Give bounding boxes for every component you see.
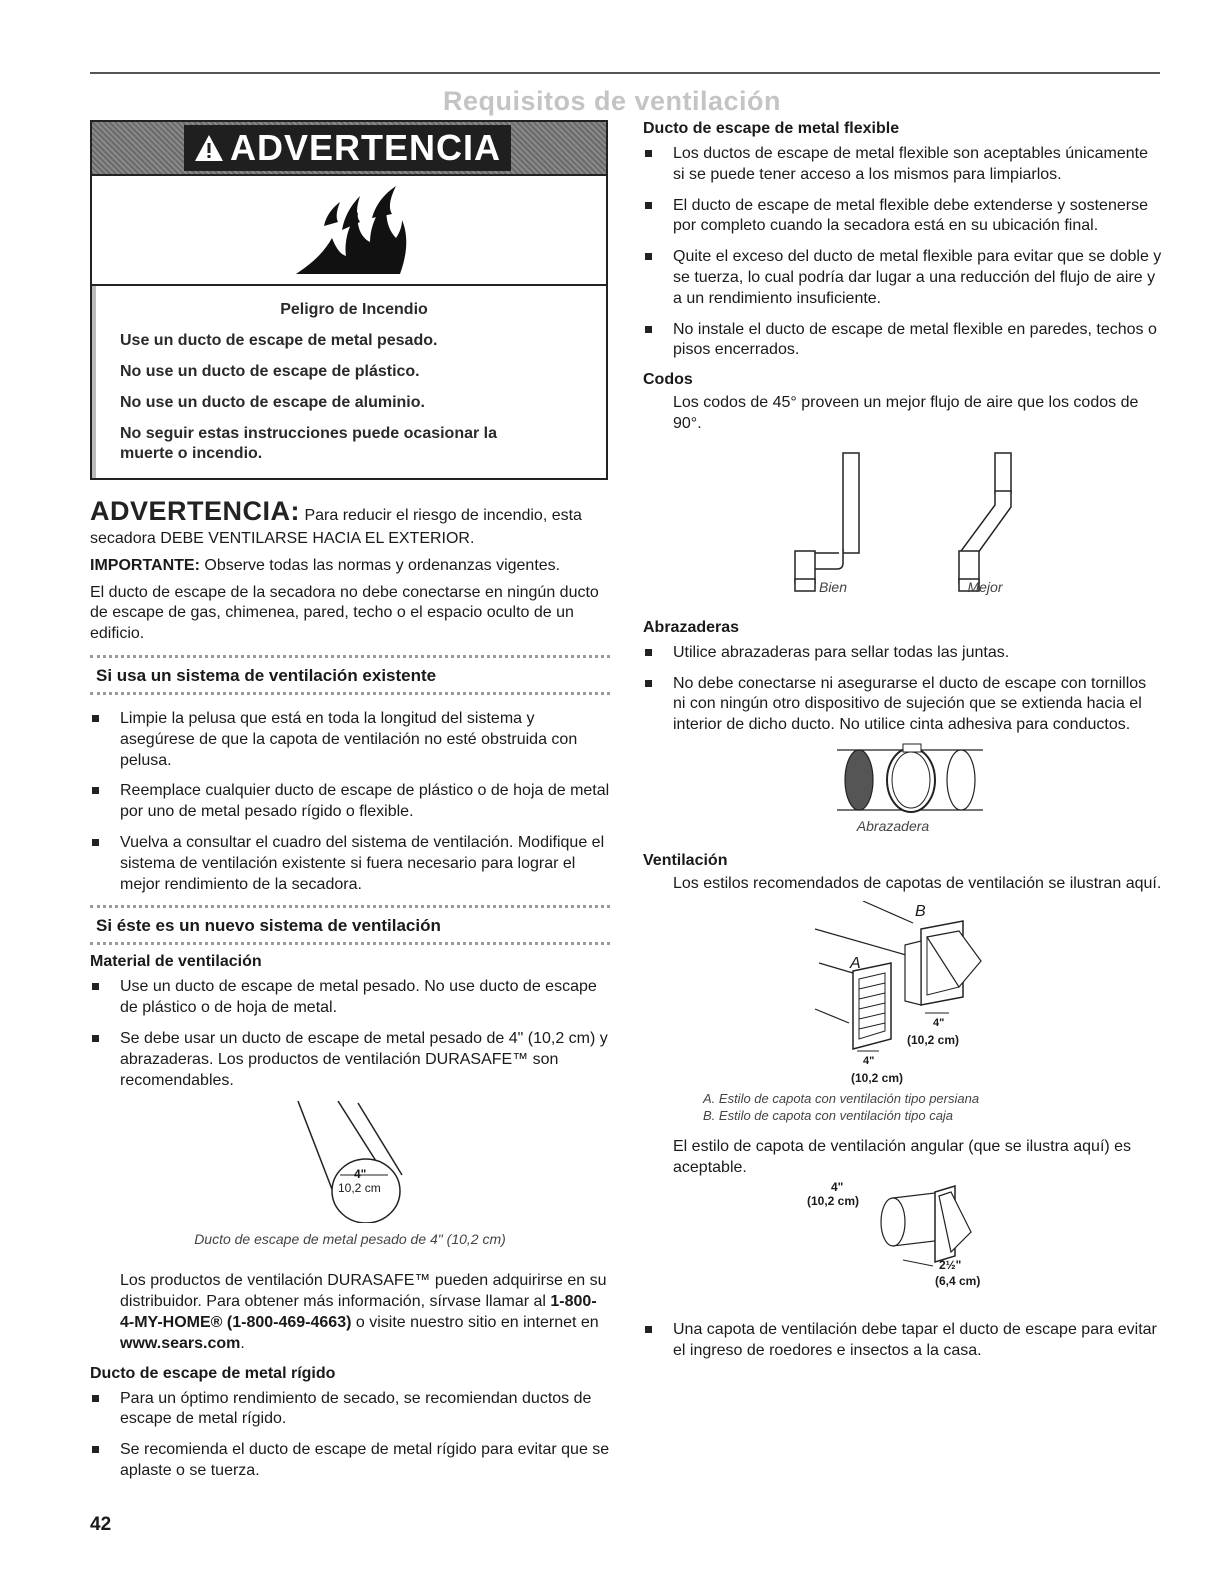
list-item: Utilice abrazaderas para sellar todas las juntas.: [643, 643, 1163, 664]
phone-number: 1-800-4-MY-HOME® (1-800-469-4663): [120, 1293, 597, 1332]
angled-hood-illustration: [643, 1182, 1163, 1304]
angled-dim-1: 4": [831, 1180, 844, 1195]
angled-hood-figure: [643, 1182, 1163, 1304]
heavy-duct-figure: [90, 1101, 610, 1223]
clamps-list: [643, 643, 1163, 736]
list-item: Los ductos de escape de metal flexible son aceptables únicamente si se puede tener acceso a los mismos para limpiarlos.: [643, 144, 1163, 186]
angled-text: El estilo de capota de ventilación angular (que se ilustra aquí) es aceptable.: [673, 1137, 1132, 1176]
flex-list: [643, 144, 1163, 361]
warning-box: [90, 120, 608, 480]
rigid-heading: Ducto de escape de metal rígido: [90, 1364, 336, 1382]
page-number: 42: [90, 1514, 112, 1535]
clamp-illustration: [643, 742, 1163, 818]
advertencia-label: ADVERTENCIA:: [90, 496, 301, 526]
important-label: IMPORTANTE:: [90, 556, 200, 574]
flex-heading: Ducto de escape de metal flexible: [643, 120, 900, 137]
top-rule: [90, 72, 1160, 74]
advertencia-text: Para reducir el riesgo de incendio, esta secadora DEBE VENTILARSE HACIA EL EXTERIOR.: [90, 507, 582, 548]
list-item: Se recomienda el ducto de escape de metal rígido para evitar que se aplaste o se tuerza.: [90, 1440, 610, 1482]
warning-title: ADVERTENCIA: [184, 125, 511, 171]
warning-line: Use un ducto de escape de metal pesado.: [120, 332, 438, 349]
website-link[interactable]: www.sears.com: [120, 1334, 241, 1352]
hood-caption-b: B. Estilo de capota con ventilación tipo caja: [703, 1107, 954, 1123]
hood-list: [643, 1320, 1163, 1362]
hood-label-a: A: [850, 954, 861, 972]
warning-line: No use un ducto de escape de plástico.: [120, 363, 420, 380]
clamps-heading: Abrazaderas: [643, 618, 740, 636]
warning-line: No use un ducto de escape de aluminio.: [120, 394, 425, 411]
hood-dim-1: 4": [933, 1016, 945, 1029]
hood-caption-a: A. Estilo de capota con ventilación tipo persiana: [703, 1090, 980, 1106]
material-heading: Material de ventilación: [90, 953, 262, 971]
list-item: Limpie la pelusa que está en toda la longitud del sistema y asegúrese de que la capota de ventilación no esté obstruida con pelusa.: [90, 709, 610, 771]
vent-text: Los estilos recomendados de capotas de ventilación se ilustran aquí.: [673, 874, 1162, 892]
warning-body: [92, 286, 606, 478]
angled-dim-2: 2½": [939, 1258, 962, 1273]
vent-heading: Ventilación: [643, 851, 728, 869]
material-list: [90, 977, 610, 1091]
warning-triangle-icon: [194, 134, 224, 162]
list-item: Una capota de ventilación debe tapar el ducto de escape para evitar el ingreso de roedores e insectos a la casa.: [643, 1320, 1163, 1362]
warning-header: [92, 122, 606, 174]
rigid-list: [90, 1389, 610, 1482]
left-column: [90, 120, 610, 1492]
hood-dim-1-cm: (10,2 cm): [907, 1032, 960, 1047]
list-item: Para un óptimo rendimiento de secado, se recomiendan ductos de escape de metal rígido.: [90, 1389, 610, 1431]
vent-hoods-illustration: [643, 901, 1163, 1091]
hood-dim-2: 4": [863, 1054, 875, 1067]
duct-dim-cm: 10,2 cm: [338, 1181, 381, 1196]
list-item: No instale el ducto de escape de metal flexible en paredes, techos o pisos encerrados.: [643, 320, 1163, 362]
list-item: Use un ducto de escape de metal pesado. No use ducto de escape de plástico o de hoja de metal.: [90, 977, 610, 1019]
advertencia-paragraph: [90, 494, 610, 550]
hood-label-b: B: [915, 902, 926, 920]
new-system-heading: Si éste es un nuevo sistema de ventilación: [90, 905, 610, 945]
angled-dim-1-cm: (10,2 cm): [807, 1194, 860, 1209]
clamp-figure: [643, 742, 1163, 818]
duct-caption: Ducto de escape de metal pesado de 4" (10,2 cm): [194, 1231, 506, 1248]
warning-line: No seguir estas instrucciones puede ocasionar la muerte o incendio.: [120, 425, 498, 462]
list-item: Se debe usar un ducto de escape de metal pesado de 4" (10,2 cm) y abrazaderas. Los productos de ventilación DURASAFE™ son recomendables.: [90, 1029, 610, 1091]
clamp-caption: Abrazadera: [856, 817, 930, 834]
connection-paragraph: El ducto de escape de la secadora no debe conectarse en ningún ducto de escape de gas, chimenea, pared, techo o el espacio oculto de un edificio.: [90, 583, 599, 643]
elbow-illustration: [643, 451, 1163, 601]
angled-dim-2-cm: (6,4 cm): [935, 1274, 981, 1289]
elbow-good-label: Bien: [818, 578, 848, 595]
list-item: No debe conectarse ni asegurarse el ducto de escape con tornillos ni con ningún otro dispositivo de sujeción que se extienda hacia el interior de dicho ducto. No utilice cinta adhesiva para conductos.: [643, 674, 1163, 736]
fire-hazard-icon: [92, 174, 606, 286]
elbows-figure: [643, 451, 1163, 611]
list-item: Reemplace cualquier ducto de escape de plástico o de hoja de metal por uno de metal pesado rígido o flexible.: [90, 781, 610, 823]
duct-dim-inches: 4": [354, 1167, 367, 1182]
existing-system-list: [90, 709, 610, 895]
elbow-better-label: Mejor: [967, 578, 1003, 595]
hood-dim-2-cm: (10,2 cm): [851, 1070, 904, 1085]
page-title: Requisitos de ventilación: [442, 86, 782, 116]
list-item: Vuelva a consultar el cuadro del sistema de ventilación. Modifique el sistema de ventilación existente si fuera necesario para lograr el mejor rendimiento de la secadora.: [90, 833, 610, 895]
important-paragraph: IMPORTANTE: Observe todas las normas y ordenanzas vigentes.: [90, 556, 561, 574]
vent-hoods-figure: [643, 901, 1163, 1091]
list-item: Quite el exceso del ducto de metal flexible para evitar que se doble y se tuerza, lo cual podría dar lugar a una reducción del flujo de aire y a un rendimiento insuficiente.: [643, 247, 1163, 309]
elbows-text: Los codos de 45° proveen un mejor flujo de aire que los codos de 90°.: [673, 394, 1139, 432]
durasafe-paragraph: Los productos de ventilación DURASAFE™ pueden adquirirse en su distribuidor. Para obtener más información, sírvase llamar al 1-800-4-MY-HOME® (1-800-469-4663) o visite nuestro sitio en internet en www.sears.com.: [120, 1272, 607, 1352]
warning-heading: Peligro de Incendio: [280, 301, 428, 318]
existing-system-heading: Si usa un sistema de ventilación existente: [90, 655, 610, 695]
right-column: [643, 120, 1163, 1372]
elbows-heading: Codos: [643, 371, 693, 389]
duct-illustration: [90, 1101, 610, 1223]
list-item: El ducto de escape de metal flexible debe extenderse y sostenerse por completo cuando la secadora está en su ubicación final.: [643, 196, 1163, 238]
